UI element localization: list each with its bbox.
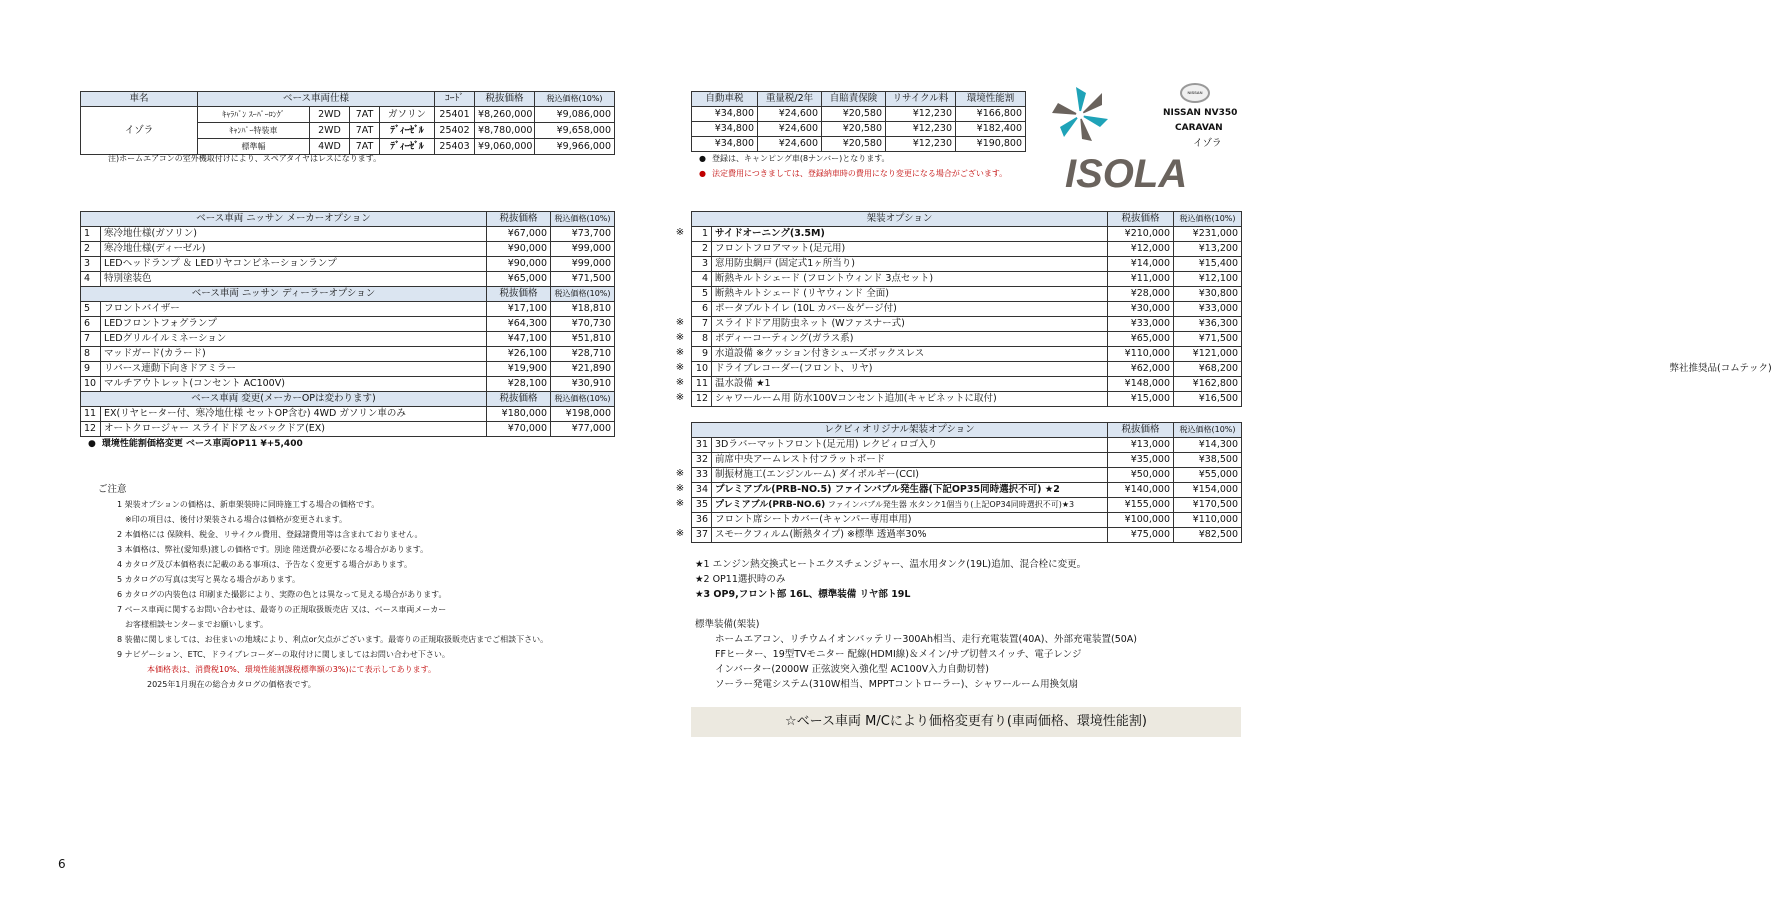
option-name: シャワールーム用 防水100Vコンセント追加(キャビネットに取付) [712,392,1108,407]
notes-list [117,497,548,692]
tax-cell: ¥12,230 [886,107,956,122]
vehicle-table-header [81,92,615,107]
legal-fee-note: ● 法定費用につきましては、登録納車時の費用になり変更になる場合がございます。 [699,166,1007,181]
option-name-text: ファインバブル発生器 水タンク1個当り(上記OP34同時選択不可)★3 [825,500,1075,509]
price-inc-cell: ¥9,086,000 [535,107,615,123]
tax-cell: ¥20,580 [822,137,886,152]
row-number: 10 [692,362,712,377]
spec-cell: ｷｬﾝﾊﾟｰ特装車 [198,123,310,139]
note-line: 8 装備に関しましては、お住まいの地域により、利点or欠点がございます。最寄りの正規取扱販売店までご相談下さい。 [117,635,549,644]
price-inc: ¥170,500 [1174,498,1242,513]
header-price-inc: 税込価格(10%) [551,212,615,227]
price-ex: ¥28,100 [487,377,551,392]
header-price-ex: 税抜価格 [1108,423,1174,438]
row-number: 31 [692,438,712,453]
spare-tire-note: 注)ホームエアコンの室外機取付けにより、スペアタイヤはレスになります。 [108,154,382,163]
drive-cell: 2WD [310,123,350,139]
table-row [692,377,1242,392]
vehicle-price-table [80,91,615,155]
price-inc: ¥21,890 [551,362,615,377]
row-number: 1 [81,227,101,242]
option-name: サイドオーニング(3.5M) [712,227,1108,242]
price-ex: ¥11,000 [1108,272,1174,287]
price-inc: ¥110,000 [1174,513,1242,528]
row-number: 8 [692,332,712,347]
env-tax-footnote: ● 環境性能割価格変更 ベース車両OP11 ¥+5,400 [88,437,303,452]
price-ex: ¥15,000 [1108,392,1174,407]
fuel-cell: ﾃﾞｨｰｾﾞﾙ [380,139,435,155]
price-ex: ¥33,000 [1108,317,1174,332]
table-row [81,257,615,272]
standard-equipment-title: 標準装備(架装) [695,619,760,630]
note-line: 4 カタログ及び本価格表に記載のある事項は、予告なく変更する場合があります。 [117,560,412,569]
row-number: 2 [692,242,712,257]
price-ex: ¥155,000 [1108,498,1174,513]
note-line: 3 本価格は、弊社(愛知県)渡しの価格です。別途 陸送費が必要になる場合があります。 [117,545,429,554]
header-price-inc: 税込価格(10%) [1174,212,1242,227]
recvee-options-header [692,423,1242,438]
table-row [692,438,1242,453]
table-row [81,422,615,437]
row-number: 34 [692,483,712,498]
option-name: 断熱キルトシェード (リヤウィンド 全面) [712,287,1108,302]
price-ex: ¥62,000 [1108,362,1174,377]
option-name: 寒冷地仕様(ガソリン) [101,227,487,242]
option-name: 温水設備 ★1 [712,377,1108,392]
table-row [692,122,1026,137]
resale-mark: ※ [675,468,685,479]
star-note-3: ★3 OP9,フロント部 16L、標準装備 リヤ部 19L [695,589,911,600]
row-number: 1 [692,227,712,242]
option-name: LEDグリルイルミネーション [101,332,487,347]
drive-cell: 4WD [310,139,350,155]
option-name: フロントバイザー [101,302,487,317]
table-row [81,332,615,347]
price-inc: ¥154,000 [1174,483,1242,498]
tax-table [691,91,1026,152]
price-ex: ¥19,900 [487,362,551,377]
table-row [692,392,1242,407]
resale-mark: ※ [675,347,685,358]
tax-cell: ¥34,800 [692,107,758,122]
price-inc: ¥12,100 [1174,272,1242,287]
row-number: 37 [692,528,712,543]
table-row [692,528,1242,543]
tax-cell: ¥20,580 [822,107,886,122]
price-ex: ¥90,000 [487,242,551,257]
table-row [81,377,615,392]
tax-cell: ¥12,230 [886,137,956,152]
note-line: 5 カタログの写真は実写と異なる場合があります。 [117,575,300,584]
header-price-ex: 税抜価格 [475,92,535,107]
row-number: 36 [692,513,712,528]
note-line: お客様相談センターまでお願いします。 [125,620,269,629]
price-ex: ¥13,000 [1108,438,1174,453]
price-ex: ¥12,000 [1108,242,1174,257]
note-line: 1 架装オプションの価格は、新車架装時に同時施工する場合の価格です。 [117,500,380,509]
change-header [81,392,615,407]
catalog-date-note: 2025年1月現在の総合カタログの価格表です。 [147,680,316,689]
price-ex: ¥50,000 [1108,468,1174,483]
spec-cell: ｷｬﾗﾊﾞﾝ ｽｰﾊﾟｰﾛﾝｸﾞ [198,107,310,123]
table-row [81,227,615,242]
table-row [81,317,615,332]
price-inc: ¥73,700 [551,227,615,242]
fuel-cell: ﾃﾞｨｰｾﾞﾙ [380,123,435,139]
price-ex: ¥75,000 [1108,528,1174,543]
price-ex: ¥90,000 [487,257,551,272]
option-name: EX(リヤヒーター付、寒冷地仕様 セットOP含む) 4WD ガソリン車のみ [101,407,487,422]
price-ex-cell: ¥9,060,000 [475,139,535,155]
tax-cell: ¥34,800 [692,122,758,137]
table-row [692,317,1242,332]
row-number: 10 [81,377,101,392]
option-name: 前席中央アームレスト付フラットボード [712,453,1108,468]
table-row [692,242,1242,257]
resale-mark: ※ [675,377,685,388]
row-number: 5 [81,302,101,317]
row-number: 3 [81,257,101,272]
option-name: リバース連動下向きドアミラー [101,362,487,377]
recvee-options-table [691,422,1242,543]
price-ex: ¥110,000 [1108,347,1174,362]
header-auto-tax: 自動車税 [692,92,758,107]
maker-options-table [80,211,615,437]
price-ex: ¥65,000 [1108,332,1174,347]
code-cell: 25402 [435,123,475,139]
option-name: オートクロージャー スライドドア＆バックドア(EX) [101,422,487,437]
tax-cell: ¥24,600 [758,137,822,152]
price-inc: ¥99,000 [551,242,615,257]
price-inc-cell: ¥9,966,000 [535,139,615,155]
price-ex: ¥100,000 [1108,513,1174,528]
price-ex: ¥26,100 [487,347,551,362]
option-name: ボディーコーティング(ガラス系) [712,332,1108,347]
note-line: ※印の項目は、後付け架装される場合は価格が変更されます。 [125,515,348,524]
resale-mark: ※ [675,483,685,494]
maker-header [81,212,615,227]
maker-options-title: ベース車両 ニッサン メーカーオプション [81,212,487,227]
price-inc: ¥16,500 [1174,392,1242,407]
row-number: 6 [692,302,712,317]
row-number: 12 [81,422,101,437]
drive-cell: 2WD [310,107,350,123]
header-env-tax: 環境性能割 [956,92,1026,107]
price-inc-cell: ¥9,658,000 [535,123,615,139]
row-number: 7 [692,317,712,332]
resale-mark: ※ [675,362,685,373]
header-price-inc: 税込価格(10%) [551,287,615,302]
price-inc: ¥198,000 [551,407,615,422]
option-name: スライドドア用防虫ネット (Wファスナー式) [712,317,1108,332]
standard-equipment-line: インバーター(2000W 正弦波突入強化型 AC100V入力自動切替) [715,664,989,675]
resale-mark: ※ [675,332,685,343]
tax-cell: ¥12,230 [886,122,956,137]
price-inc: ¥30,910 [551,377,615,392]
pinwheel-icon [1052,87,1108,141]
table-row [692,513,1242,528]
price-inc: ¥36,300 [1174,317,1242,332]
header-price-ex: 税抜価格 [487,287,551,302]
price-ex-cell: ¥8,780,000 [475,123,535,139]
option-name: 窓用防虫網戸 (固定式1ヶ所当り) [712,257,1108,272]
table-row [81,302,615,317]
row-number: 12 [692,392,712,407]
car-name: イゾラ [81,107,198,155]
star-note-1: ★1 エンジン熱交換式ヒートエクスチェンジャー、温水用タンク(19L)追加、混合栓に変更。 [695,559,1087,570]
price-ex: ¥28,000 [1108,287,1174,302]
option-name: LEDヘッドランプ ＆ LEDリヤコンビネーションランプ [101,257,487,272]
price-ex: ¥14,000 [1108,257,1174,272]
option-name-bold: プレミアブル(PRB-NO.6) [715,500,826,510]
tax-cell: ¥24,600 [758,107,822,122]
header-price-inc: 税込価格(10%) [1174,423,1242,438]
table-row [81,407,615,422]
table-row [692,347,1242,362]
option-name-text: ドライブレコーダー(フロント、リヤ) [715,363,873,374]
tax-cell: ¥20,580 [822,122,886,137]
resale-mark: ※ [675,528,685,539]
code-cell: 25401 [435,107,475,123]
resale-mark: ※ [675,227,685,238]
row-number: 2 [81,242,101,257]
note-line: 9 ナビゲーション、ETC、ドライブレコーダーの取付けに関しましてはお問い合わせ下さい。 [117,650,450,659]
price-ex: ¥67,000 [487,227,551,242]
price-inc: ¥77,000 [551,422,615,437]
price-ex: ¥35,000 [1108,453,1174,468]
tax-table-header [692,92,1026,107]
table-row [692,302,1242,317]
table-row [692,362,1242,377]
option-name: マルチアウトレット(コンセント AC100V) [101,377,487,392]
price-inc: ¥82,500 [1174,528,1242,543]
header-code: ｺｰﾄﾞ [435,92,475,107]
option-name: 断熱キルトシェード (フロントウィンド 3点セット) [712,272,1108,287]
tax-cell: ¥190,800 [956,137,1026,152]
price-inc: ¥18,810 [551,302,615,317]
isola-wordmark: ISOLA [1065,152,1188,196]
resale-mark: ※ [675,317,685,328]
price-ex: ¥140,000 [1108,483,1174,498]
code-cell: 25403 [435,139,475,155]
tax-cell: ¥166,800 [956,107,1026,122]
price-inc: ¥28,710 [551,347,615,362]
fuel-cell: ガソリン [380,107,435,123]
price-ex: ¥180,000 [487,407,551,422]
option-name: フロント席シートカバー(キャンパー専用車用) [712,513,1108,528]
table-row [692,453,1242,468]
option-name: 寒冷地仕様(ディーゼル) [101,242,487,257]
row-number: 5 [692,287,712,302]
price-inc: ¥15,400 [1174,257,1242,272]
notes-title: ご注意 [98,484,127,495]
table-row [81,242,615,257]
table-row [81,347,615,362]
row-number: 11 [81,407,101,422]
price-inc: ¥30,800 [1174,287,1242,302]
header-weight-tax: 重量税/2年 [758,92,822,107]
row-number: 6 [81,317,101,332]
price-inc: ¥14,300 [1174,438,1242,453]
body-options-title: 架装オプション [692,212,1108,227]
price-inc: ¥71,500 [551,272,615,287]
body-options-header [692,212,1242,227]
recvee-options-title: レクビィオリジナル架装オプション [692,423,1108,438]
table-row [692,287,1242,302]
tax-cell: ¥182,400 [956,122,1026,137]
option-name: プレミアブル(PRB-NO.5) ファインバブル発生器(下記OP35同時選択不可) ★2 [712,483,1108,498]
header-price-ex: 税抜価格 [1108,212,1174,227]
row-number: 4 [692,272,712,287]
price-inc: ¥71,500 [1174,332,1242,347]
note-line: 6 カタログの内装色は 印刷また撮影により、実際の色とは異なって見える場合があります。 [117,590,447,599]
row-number: 35 [692,498,712,513]
price-inc: ¥55,000 [1174,468,1242,483]
header-price-inc: 税込価格(10%) [551,392,615,407]
row-number: 33 [692,468,712,483]
price-inc: ¥68,200 [1174,362,1242,377]
header-price-ex: 税抜価格 [487,392,551,407]
table-row [692,483,1242,498]
price-ex: ¥64,300 [487,317,551,332]
header-insurance: 自賠責保険 [822,92,886,107]
price-ex: ¥17,100 [487,302,551,317]
nissan-caravan: CARAVAN [1175,123,1223,133]
header-recycle: リサイクル料 [886,92,956,107]
row-number: 9 [692,347,712,362]
row-number: 3 [692,257,712,272]
price-ex: ¥65,000 [487,272,551,287]
option-name [712,498,1108,513]
price-inc: ¥162,800 [1174,377,1242,392]
row-number: 8 [81,347,101,362]
standard-equipment-line: FFヒーター、19型TVモニター 配線(HDMI線)＆メイン/サブ切替スイッチ、電子レンジ [715,649,1082,660]
price-inc: ¥13,200 [1174,242,1242,257]
row-number: 4 [81,272,101,287]
registration-note: ● 登録は、キャンピング車(8ナンバー)となります。 [699,151,890,166]
header-price-inc: 税込価格(10%) [535,92,615,107]
header-price-ex: 税抜価格 [487,212,551,227]
price-change-banner: ☆ベース車両 M/Cにより価格変更有り(車両価格、環境性能割) [691,707,1241,737]
resale-mark: ※ [675,498,685,509]
table-row [692,227,1242,242]
price-ex: ¥148,000 [1108,377,1174,392]
row-number: 7 [81,332,101,347]
trans-cell: 7AT [350,123,380,139]
option-name: 特別塗装色 [101,272,487,287]
page-number: 6 [58,857,66,871]
dealer-options-title: ベース車両 ニッサン ディーラーオプション [81,287,487,302]
price-ex: ¥210,000 [1108,227,1174,242]
price-inc: ¥33,000 [1174,302,1242,317]
standard-equipment-line: ホームエアコン、リチウムイオンバッテリー300Ah相当、走行充電装置(40A)、外部充電装置(50A) [715,634,1137,645]
option-name: ポータブルトイレ (10L カバー＆ゲージ付) [712,302,1108,317]
body-options-table [691,211,1772,407]
tax-cell: ¥24,600 [758,122,822,137]
table-row [692,498,1242,513]
table-row [692,107,1026,122]
price-inc: ¥70,730 [551,317,615,332]
table-row [81,272,615,287]
dealer-header [81,287,615,302]
table-row [692,257,1242,272]
header-base-spec: ベース車両仕様 [198,92,435,107]
row-number: 9 [81,362,101,377]
table-row [692,137,1026,152]
trans-cell: 7AT [350,139,380,155]
option-name: 制振材施工(エンジンルーム) ダイポルギー(CCI) [712,468,1108,483]
option-name: フロントフロアマット(足元用) [712,242,1108,257]
price-ex: ¥70,000 [487,422,551,437]
table-row [692,272,1242,287]
price-ex: ¥30,000 [1108,302,1174,317]
tax-display-note: 本価格表は、消費税10%、環境性能割課税標準額の3%)にて表示してあります。 [147,665,436,674]
option-name: 3Dラバーマットフロント(足元用) レクビィロゴ入り [712,438,1108,453]
table-row [692,332,1242,347]
price-ex-cell: ¥8,260,000 [475,107,535,123]
table-row [692,468,1242,483]
note-line: 2 本価格には 保険料、税金、リサイクル費用、登録諸費用等は含まれておりません。 [117,530,423,539]
model-kana: イゾラ [1193,138,1222,149]
table-row [81,107,615,123]
base-change-title: ベース車両 変更(メーカーOPは変わります) [81,392,487,407]
price-inc: ¥38,500 [1174,453,1242,468]
option-name: スモークフィルム(断熱タイプ) ※標準 透過率30% [712,528,1108,543]
option-name: 水道設備 ※クッション付きシューズボックスレス [712,347,1108,362]
price-ex: ¥47,100 [487,332,551,347]
spec-cell: 標準幅 [198,139,310,155]
option-name: LEDフロントフォグランプ [101,317,487,332]
price-inc: ¥51,810 [551,332,615,347]
row-number: 11 [692,377,712,392]
standard-equipment-line: ソーラー発電システム(310W相当、MPPTコントローラー)、シャワールーム用換気扇 [715,679,1079,690]
header-car-name: 車名 [81,92,198,107]
resale-mark: ※ [675,392,685,403]
recommended-brand: 弊社推奨品(コムテック) [1669,363,1772,374]
note-line: 7 ベース車両に関するお問い合わせは、最寄りの正規取扱販売店 又は、ベース車両メーカー [117,605,447,614]
option-name: マッドガード(カラード) [101,347,487,362]
price-inc: ¥121,000 [1174,347,1242,362]
price-inc: ¥231,000 [1174,227,1242,242]
nissan-model: NISSAN NV350 [1163,108,1238,118]
trans-cell: 7AT [350,107,380,123]
price-inc: ¥99,000 [551,257,615,272]
table-row [81,362,615,377]
nissan-emblem: NISSAN [1180,83,1210,103]
star-note-2: ★2 OP11選択時のみ [695,574,786,585]
row-number: 32 [692,453,712,468]
tax-cell: ¥34,800 [692,137,758,152]
